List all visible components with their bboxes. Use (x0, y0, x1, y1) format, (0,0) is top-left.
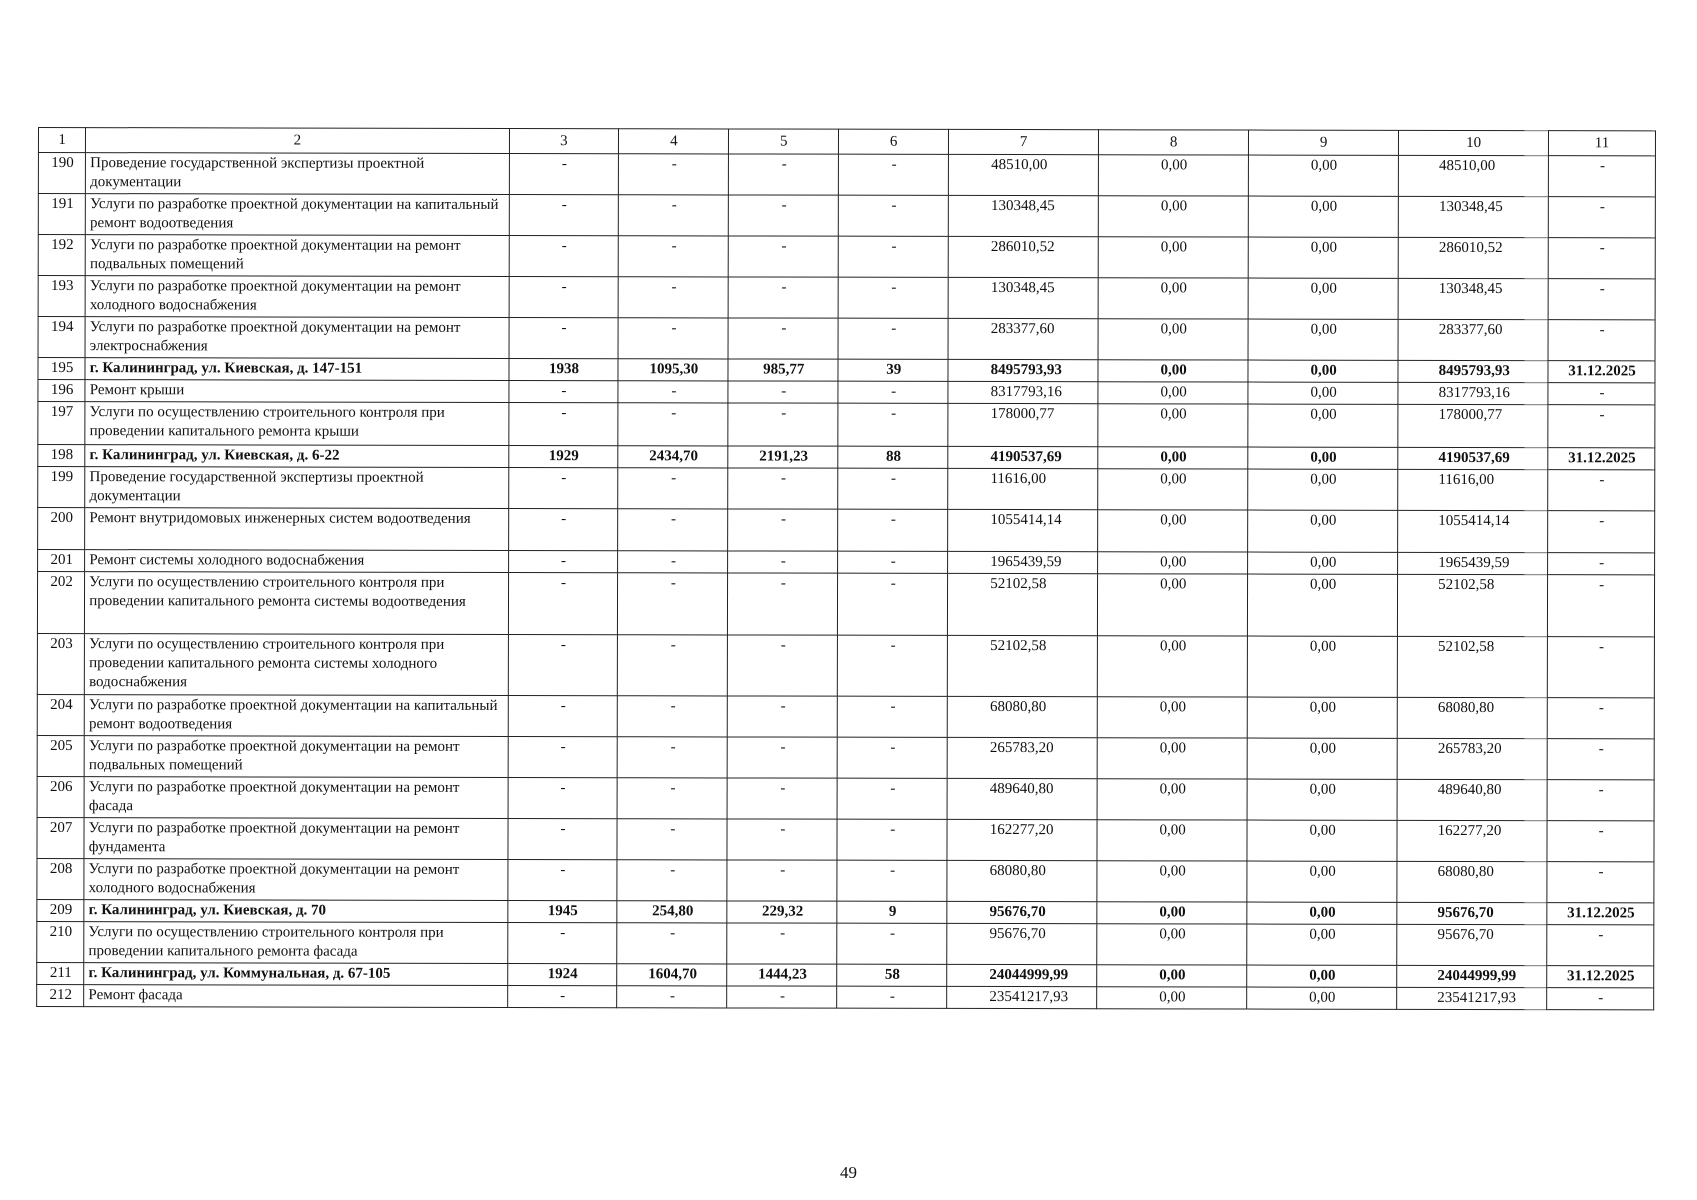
cost-col8-cell: 0,00 (1097, 697, 1247, 738)
deadline-cell: 31.12.2025 (1547, 966, 1654, 988)
residents-cell: 9 (837, 901, 947, 923)
year-cell: - (509, 235, 619, 276)
total-area-cell: - (617, 778, 727, 819)
residents-cell: - (838, 318, 948, 359)
total-area-cell: - (618, 573, 728, 635)
deadline-cell: - (1548, 553, 1655, 575)
cost-col10-cell: 95676,70 (1397, 924, 1547, 965)
living-area-cell: - (727, 737, 837, 778)
year-cell: - (508, 695, 618, 736)
year-cell: - (508, 777, 618, 818)
table-row (37, 694, 1654, 738)
row-description: Услуги по разработке проектной документации на ремонт фасада (84, 777, 507, 819)
cost-col8-cell: 0,00 (1098, 574, 1248, 636)
deadline-cell: - (1547, 821, 1654, 862)
cost-col8-cell: 0,00 (1097, 902, 1247, 924)
cost-col10-cell: 95676,70 (1397, 902, 1547, 924)
living-area-cell: - (729, 236, 839, 277)
column-header: 4 (619, 129, 729, 154)
row-number: 208 (37, 858, 84, 899)
residents-cell: - (837, 737, 947, 778)
cost-col9-cell: 0,00 (1247, 987, 1397, 1009)
column-header: 9 (1249, 130, 1399, 155)
row-number: 209 (37, 899, 84, 921)
cost-col10-cell: 4190537,69 (1398, 447, 1548, 469)
cost-col8-cell: 0,00 (1097, 924, 1247, 965)
row-description: Услуги по разработке проектной документации на ремонт подвальных помещений (84, 736, 507, 778)
cost-col10-cell: 178000,77 (1398, 404, 1548, 447)
cost-total-cell: 11616,00 (948, 468, 1098, 509)
row-description: г. Калининград, ул. Киевская, д. 147-151 (85, 358, 508, 381)
cost-col10-cell: 130348,45 (1398, 196, 1548, 237)
deadline-cell: 31.12.2025 (1548, 361, 1655, 383)
page-number: 49 (840, 1163, 857, 1182)
header-row (38, 128, 1655, 156)
cost-col8-cell: 0,00 (1097, 636, 1247, 697)
table-row (38, 317, 1655, 361)
column-header: 1 (38, 128, 85, 153)
row-description: Ремонт системы холодного водоснабжения (85, 550, 508, 573)
year-cell: - (509, 276, 619, 317)
cost-col10-cell: 265783,20 (1397, 738, 1547, 779)
cost-col8-cell: 0,00 (1097, 861, 1247, 902)
residents-cell: - (839, 195, 949, 236)
deadline-cell: - (1548, 470, 1655, 511)
cost-col8-cell: 0,00 (1098, 278, 1248, 319)
cost-total-cell: 1055414,14 (948, 509, 1098, 551)
table-body (37, 153, 1656, 1010)
residents-cell: - (837, 860, 947, 901)
row-number: 205 (37, 735, 84, 776)
cost-total-cell: 130348,45 (948, 195, 1098, 236)
total-area-cell: - (618, 737, 728, 778)
living-area-cell: - (727, 819, 837, 860)
cost-col8-cell: 0,00 (1098, 360, 1248, 382)
column-header: 2 (86, 128, 509, 154)
cost-col9-cell: 0,00 (1248, 552, 1398, 574)
cost-col9-cell: 0,00 (1248, 510, 1398, 552)
total-area-cell: - (619, 154, 729, 195)
cost-total-cell: 95676,70 (947, 923, 1097, 964)
residents-cell: - (837, 696, 947, 737)
year-cell: - (509, 153, 619, 194)
table-row (37, 858, 1654, 902)
year-cell: - (508, 550, 618, 572)
deadline-cell: - (1548, 320, 1655, 361)
cost-col10-cell: 68080,80 (1397, 697, 1547, 738)
year-cell: - (508, 572, 618, 634)
row-number: 203 (37, 633, 84, 694)
deadline-cell: - (1547, 862, 1654, 903)
column-header: 11 (1549, 131, 1656, 156)
row-description: Услуги по осуществлению строительного контроля при проведении капитального ремонта системы водоотведения (85, 572, 508, 635)
row-description: Проведение государственной экспертизы проектной документации (85, 467, 508, 509)
cost-col8-cell: 0,00 (1098, 552, 1248, 574)
living-area-cell: - (727, 923, 837, 964)
year-cell: - (507, 859, 617, 900)
year-cell: - (508, 402, 618, 445)
row-number: 197 (38, 402, 85, 445)
cost-total-cell: 4190537,69 (948, 446, 1098, 468)
deadline-cell: - (1548, 575, 1655, 637)
residents-cell: - (837, 986, 947, 1008)
row-description: Услуги по осуществлению строительного контроля при проведении капитального ремонта крыши (85, 402, 508, 446)
cost-col10-cell: 1965439,59 (1398, 552, 1548, 574)
living-area-cell: - (727, 860, 837, 901)
cost-col8-cell: 0,00 (1098, 196, 1248, 237)
deadline-cell: - (1548, 156, 1655, 197)
living-area-cell: - (728, 403, 838, 446)
residents-cell: - (837, 819, 947, 860)
cost-total-cell: 23541217,93 (947, 986, 1097, 1008)
residents-cell: - (838, 381, 948, 403)
year-cell: 1929 (508, 445, 618, 467)
row-description: Услуги по разработке проектной документации на капитальный ремонт водоотведения (84, 695, 507, 737)
row-number: 190 (38, 153, 85, 194)
cost-col8-cell: 0,00 (1097, 820, 1247, 861)
row-description: Услуги по разработке проектной документации на ремонт фундамента (84, 818, 507, 860)
row-description: Услуги по осуществлению строительного контроля при проведении капитального ремонта фасада (84, 922, 507, 964)
residents-cell: - (838, 403, 948, 446)
row-number: 192 (38, 235, 85, 276)
table-row (38, 194, 1655, 238)
year-cell: 1938 (508, 358, 618, 380)
total-area-cell: - (619, 236, 729, 277)
residents-cell: 58 (837, 964, 947, 986)
year-cell: - (507, 818, 617, 859)
row-number: 210 (37, 921, 84, 962)
total-area-cell: - (618, 696, 728, 737)
cost-col9-cell: 0,00 (1247, 697, 1397, 738)
row-number: 202 (37, 572, 84, 634)
living-area-cell: - (727, 778, 837, 819)
cost-col10-cell: 489640,80 (1397, 779, 1547, 820)
living-area-cell: - (728, 635, 838, 696)
deadline-cell: - (1548, 197, 1655, 238)
total-area-cell: - (617, 819, 727, 860)
row-number: 200 (38, 508, 85, 550)
cost-col9-cell: 0,00 (1248, 360, 1398, 382)
total-area-cell: - (617, 923, 727, 964)
living-area-cell: - (727, 986, 837, 1008)
total-area-cell: 254,80 (617, 901, 727, 923)
table-row (38, 508, 1655, 553)
cost-col8-cell: 0,00 (1098, 237, 1248, 278)
cost-total-cell: 48510,00 (949, 154, 1099, 195)
row-description: Услуги по осуществлению строительного контроля при проведении капитального ремонта системы холодного водоснабжения (85, 634, 508, 696)
total-area-cell: 1604,70 (617, 964, 727, 986)
cost-total-cell: 265783,20 (947, 737, 1097, 778)
deadline-cell: - (1548, 279, 1655, 320)
row-description: Услуги по разработке проектной документации на ремонт холодного водоснабжения (84, 859, 507, 901)
deadline-cell: - (1547, 739, 1654, 780)
row-description: Ремонт фасада (84, 985, 507, 1008)
total-area-cell: - (618, 509, 728, 551)
total-area-cell: - (618, 381, 728, 403)
cost-col8-cell: 0,00 (1097, 965, 1247, 987)
deadline-cell: - (1547, 698, 1654, 739)
cost-total-cell: 130348,45 (948, 277, 1098, 318)
cost-total-cell: 286010,52 (948, 236, 1098, 277)
cost-col10-cell: 162277,20 (1397, 820, 1547, 861)
cost-col10-cell: 52102,58 (1398, 574, 1548, 636)
cost-col9-cell: 0,00 (1248, 278, 1398, 319)
cost-col10-cell: 52102,58 (1397, 636, 1547, 697)
cost-col9-cell: 0,00 (1248, 447, 1398, 469)
capital-repair-table (36, 127, 1656, 1010)
column-header: 10 (1399, 130, 1549, 155)
deadline-cell: - (1548, 405, 1655, 448)
row-number: 204 (37, 694, 84, 735)
residents-cell: - (838, 573, 948, 635)
cost-col10-cell: 283377,60 (1398, 319, 1548, 360)
year-cell: - (508, 467, 618, 508)
column-header: 6 (839, 129, 949, 154)
living-area-cell: - (728, 277, 838, 318)
living-area-cell: - (728, 468, 838, 509)
column-header: 8 (1099, 130, 1249, 155)
row-number: 199 (38, 467, 85, 508)
cost-col9-cell: 0,00 (1247, 820, 1397, 861)
total-area-cell: - (617, 986, 727, 1008)
cost-col9-cell: 0,00 (1248, 237, 1398, 278)
cost-col9-cell: 0,00 (1248, 404, 1398, 447)
cost-total-cell: 52102,58 (947, 635, 1097, 696)
table-row (38, 235, 1655, 279)
living-area-cell: 229,32 (727, 901, 837, 923)
cost-col8-cell: 0,00 (1098, 319, 1248, 360)
cost-col10-cell: 8317793,16 (1398, 382, 1548, 404)
deadline-cell: - (1547, 780, 1654, 821)
year-cell: - (507, 985, 617, 1007)
cost-col9-cell: 0,00 (1247, 738, 1397, 779)
row-description: г. Калининград, ул. Коммунальная, д. 67-105 (84, 963, 507, 986)
table-row (38, 402, 1655, 448)
cost-col8-cell: 0,00 (1097, 738, 1247, 779)
row-number: 196 (38, 380, 85, 402)
row-description: Услуги по разработке проектной документации на ремонт холодного водоснабжения (85, 276, 508, 318)
cost-total-cell: 68080,80 (947, 860, 1097, 901)
residents-cell: - (838, 509, 948, 551)
year-cell: - (507, 922, 617, 963)
cost-total-cell: 1965439,59 (948, 551, 1098, 573)
deadline-cell: 31.12.2025 (1547, 903, 1654, 925)
total-area-cell: 1095,30 (618, 359, 728, 381)
living-area-cell: - (728, 551, 838, 573)
residents-cell: - (837, 778, 947, 819)
cost-total-cell: 24044999,99 (947, 964, 1097, 986)
residents-cell: - (838, 468, 948, 509)
deadline-cell: - (1547, 637, 1654, 698)
row-number: 193 (38, 276, 85, 317)
cost-col9-cell: 0,00 (1247, 779, 1397, 820)
cost-col9-cell: 0,00 (1247, 924, 1397, 965)
residents-cell: - (837, 923, 947, 964)
table-row (37, 921, 1654, 965)
year-cell: 1924 (507, 963, 617, 985)
cost-total-cell: 178000,77 (948, 403, 1098, 446)
column-header: 7 (949, 129, 1099, 154)
cost-col8-cell: 0,00 (1098, 469, 1248, 510)
residents-cell: - (838, 236, 948, 277)
living-area-cell: 985,77 (728, 359, 838, 381)
table-row (38, 276, 1655, 320)
cost-col9-cell: 0,00 (1248, 574, 1398, 636)
row-number: 212 (37, 984, 84, 1006)
table-row (37, 776, 1654, 820)
living-area-cell: - (728, 509, 838, 551)
cost-col9-cell: 0,00 (1247, 902, 1397, 924)
row-description: г. Калининград, ул. Киевская, д. 6-22 (85, 445, 508, 468)
living-area-cell: 2191,23 (728, 446, 838, 468)
row-description: Проведение государственной экспертизы проектной документации (86, 153, 509, 195)
cost-col8-cell: 0,00 (1098, 404, 1248, 447)
deadline-cell: - (1547, 988, 1654, 1010)
deadline-cell: - (1547, 925, 1654, 966)
row-number: 206 (37, 776, 84, 817)
cost-total-cell: 162277,20 (947, 819, 1097, 860)
total-area-cell: - (617, 860, 727, 901)
total-area-cell: - (618, 468, 728, 509)
table-row (37, 735, 1654, 779)
table-row (38, 153, 1655, 197)
cost-total-cell: 68080,80 (947, 696, 1097, 737)
cost-total-cell: 8495793,93 (948, 359, 1098, 381)
cost-col9-cell: 0,00 (1248, 319, 1398, 360)
row-number: 191 (38, 194, 85, 235)
row-number: 207 (37, 817, 84, 858)
year-cell: 1945 (507, 900, 617, 922)
total-area-cell: - (618, 403, 728, 446)
cost-total-cell: 95676,70 (947, 901, 1097, 923)
living-area-cell: 1444,23 (727, 964, 837, 986)
cost-col10-cell: 8495793,93 (1398, 360, 1548, 382)
year-cell: - (508, 736, 618, 777)
living-area-cell: - (728, 696, 838, 737)
year-cell: - (508, 634, 618, 695)
deadline-cell: - (1548, 383, 1655, 405)
cost-total-cell: 8317793,16 (948, 381, 1098, 403)
cost-col8-cell: 0,00 (1099, 155, 1249, 196)
cost-col10-cell: 130348,45 (1398, 278, 1548, 319)
living-area-cell: - (728, 573, 838, 635)
row-number: 194 (38, 317, 85, 358)
total-area-cell: - (618, 635, 728, 696)
cost-col9-cell: 0,00 (1247, 861, 1397, 902)
row-description: Ремонт крыши (85, 380, 508, 403)
table-row (38, 467, 1655, 511)
row-number: 201 (38, 550, 85, 572)
year-cell: - (508, 508, 618, 550)
row-number: 195 (38, 358, 85, 380)
deadline-cell: - (1548, 511, 1655, 553)
deadline-cell: - (1548, 238, 1655, 279)
table-row (37, 817, 1654, 861)
cost-col8-cell: 0,00 (1098, 447, 1248, 469)
cost-col8-cell: 0,00 (1098, 510, 1248, 552)
row-number: 211 (37, 962, 84, 984)
cost-total-cell: 489640,80 (947, 778, 1097, 819)
living-area-cell: - (728, 381, 838, 403)
total-area-cell: 2434,70 (618, 446, 728, 468)
total-area-cell: - (619, 277, 729, 318)
year-cell: - (508, 380, 618, 402)
total-area-cell: - (619, 195, 729, 236)
residents-cell: - (838, 277, 948, 318)
residents-cell: 88 (838, 446, 948, 468)
cost-total-cell: 283377,60 (948, 318, 1098, 359)
total-area-cell: - (618, 318, 728, 359)
cost-col10-cell: 23541217,93 (1397, 987, 1547, 1009)
living-area-cell: - (729, 154, 839, 195)
row-description: г. Калининград, ул. Киевская, д. 70 (84, 900, 507, 923)
residents-cell: - (839, 154, 949, 195)
total-area-cell: - (618, 551, 728, 573)
deadline-cell: 31.12.2025 (1548, 448, 1655, 470)
row-description: Услуги по разработке проектной документации на ремонт подвальных помещений (85, 235, 508, 277)
column-header: 5 (729, 129, 839, 154)
cost-col10-cell: 1055414,14 (1398, 510, 1548, 552)
row-number: 198 (38, 445, 85, 467)
living-area-cell: - (729, 195, 839, 236)
residents-cell: 39 (838, 359, 948, 381)
table-row (37, 984, 1654, 1009)
cost-col8-cell: 0,00 (1098, 382, 1248, 404)
table-row (37, 572, 1654, 637)
cost-col8-cell: 0,00 (1097, 987, 1247, 1009)
row-description: Ремонт внутридомовых инженерных систем водоотведения (85, 508, 508, 551)
year-cell: - (509, 194, 619, 235)
cost-col9-cell: 0,00 (1247, 636, 1397, 697)
living-area-cell: - (728, 318, 838, 359)
cost-col9-cell: 0,00 (1248, 469, 1398, 510)
cost-col10-cell: 11616,00 (1398, 469, 1548, 510)
cost-col9-cell: 0,00 (1249, 155, 1399, 196)
column-header: 3 (509, 128, 619, 153)
cost-col9-cell: 0,00 (1248, 382, 1398, 404)
cost-col8-cell: 0,00 (1097, 779, 1247, 820)
year-cell: - (509, 317, 619, 358)
row-description: Услуги по разработке проектной документации на ремонт электроснабжения (85, 317, 508, 359)
cost-col10-cell: 48510,00 (1398, 155, 1548, 196)
cost-total-cell: 52102,58 (948, 573, 1098, 635)
cost-col9-cell: 0,00 (1248, 196, 1398, 237)
cost-col10-cell: 286010,52 (1398, 237, 1548, 278)
residents-cell: - (838, 635, 948, 696)
residents-cell: - (838, 551, 948, 573)
cost-col10-cell: 24044999,99 (1397, 965, 1547, 987)
row-description: Услуги по разработке проектной документации на капитальный ремонт водоотведения (86, 194, 509, 236)
cost-col9-cell: 0,00 (1247, 965, 1397, 987)
cost-col10-cell: 68080,80 (1397, 861, 1547, 902)
table-row (37, 633, 1654, 697)
